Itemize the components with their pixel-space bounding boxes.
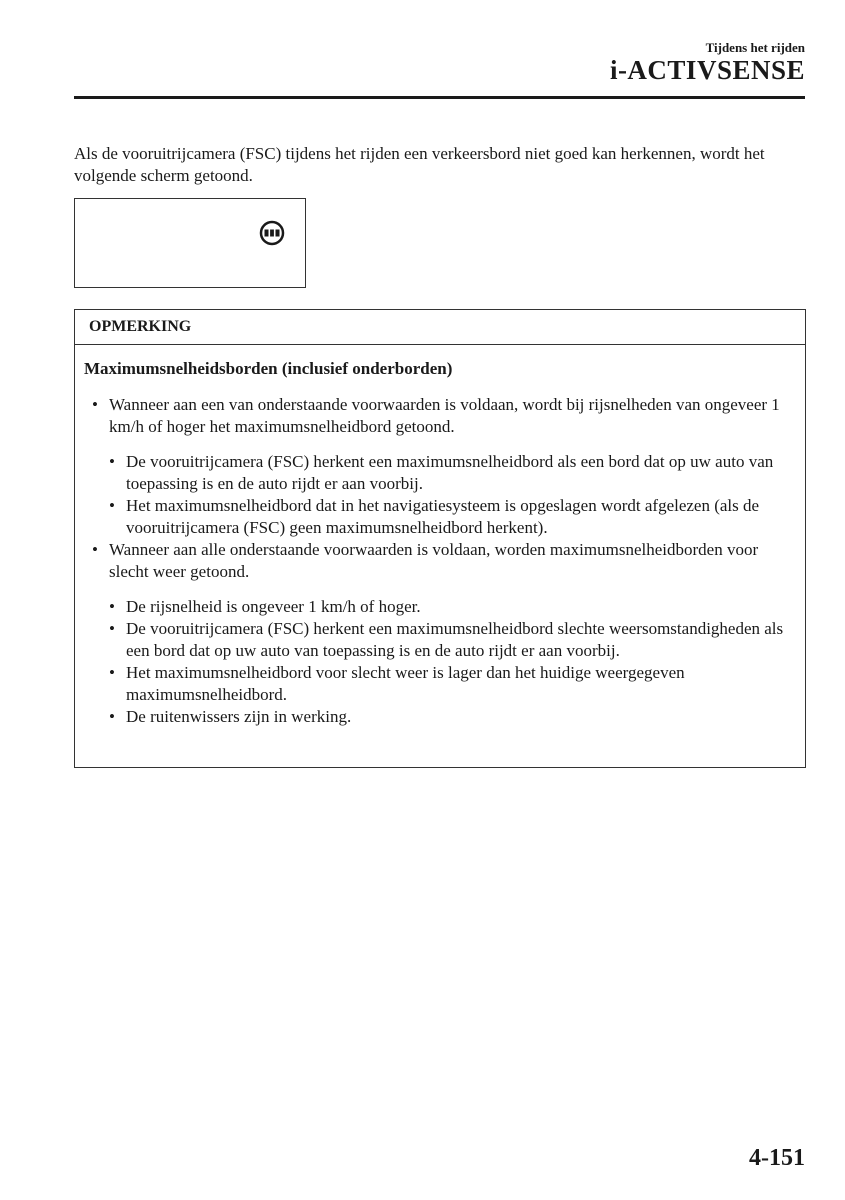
bullet-icon: •: [109, 707, 115, 726]
list-subitem: [84, 618, 796, 662]
list-subitem-text: De vooruitrijcamera (FSC) herkent een maximumsnelheidbord als een bord dat op uw auto van toepassing is en de auto rijdt er aan voorbij.: [126, 452, 774, 493]
bullet-icon: •: [109, 663, 115, 682]
note-subheading: Maximumsnelheidsborden (inclusief onderborden): [84, 359, 453, 378]
list-item-text: Wanneer aan een van onderstaande voorwaarden is voldaan, wordt bij rijsnelheden van ongeveer 1 km/h of hoger het maximumsnelheidbord getoond.: [109, 395, 780, 436]
list-subitem: [84, 706, 796, 728]
note-body: [75, 345, 805, 728]
list-subitem: [84, 495, 796, 539]
display-screen-illustration: [74, 198, 306, 288]
page-title: i-ACTIVSENSE: [609, 55, 805, 85]
list-item: [84, 394, 796, 438]
bullet-icon: •: [92, 540, 98, 559]
list-subitem: [84, 596, 796, 618]
list-subitem-text: Het maximumsnelheidbord voor slecht weer is lager dan het huidige weergegeven maximumsnelheidbord.: [126, 663, 685, 704]
section-label: Tijdens het rijden: [705, 40, 805, 55]
list-subitem-text: Het maximumsnelheidbord dat in het navigatiesysteem is opgeslagen wordt afgelezen (als de vooruitrijcamera (FSC) geen maximumsnelheidbord herkent).: [126, 496, 760, 537]
note-heading: OPMERKING: [75, 310, 805, 345]
bullet-icon: •: [109, 452, 115, 471]
intro-paragraph: Als de vooruitrijcamera (FSC) tijdens het rijden een verkeersbord niet goed kan herkennen, wordt het volgende scherm getoond.: [74, 144, 765, 185]
note-list: [84, 394, 796, 728]
bullet-icon: •: [109, 597, 115, 616]
bullet-icon: •: [92, 395, 98, 414]
list-subitem-text: De ruitenwissers zijn in werking.: [126, 707, 352, 726]
bullet-icon: •: [109, 619, 115, 638]
header-rule: [74, 96, 805, 99]
note-box: [74, 309, 806, 768]
list-subitem: [84, 451, 796, 495]
page-number: 4-151: [749, 1145, 805, 1171]
bullet-icon: •: [109, 496, 115, 515]
unrecognized-sign-icon: [259, 220, 285, 246]
list-subitem: [84, 662, 796, 706]
list-item: [84, 539, 796, 583]
list-subitem-text: De rijsnelheid is ongeveer 1 km/h of hoger.: [126, 597, 421, 616]
list-item-text: Wanneer aan alle onderstaande voorwaarden is voldaan, worden maximumsnelheidborden voor slecht weer getoond.: [109, 540, 759, 581]
list-subitem-text: De vooruitrijcamera (FSC) herkent een maximumsnelheidbord slechte weersomstandigheden als een bord dat op uw auto van toepassing is en de auto rijdt er aan voorbij.: [126, 619, 784, 660]
